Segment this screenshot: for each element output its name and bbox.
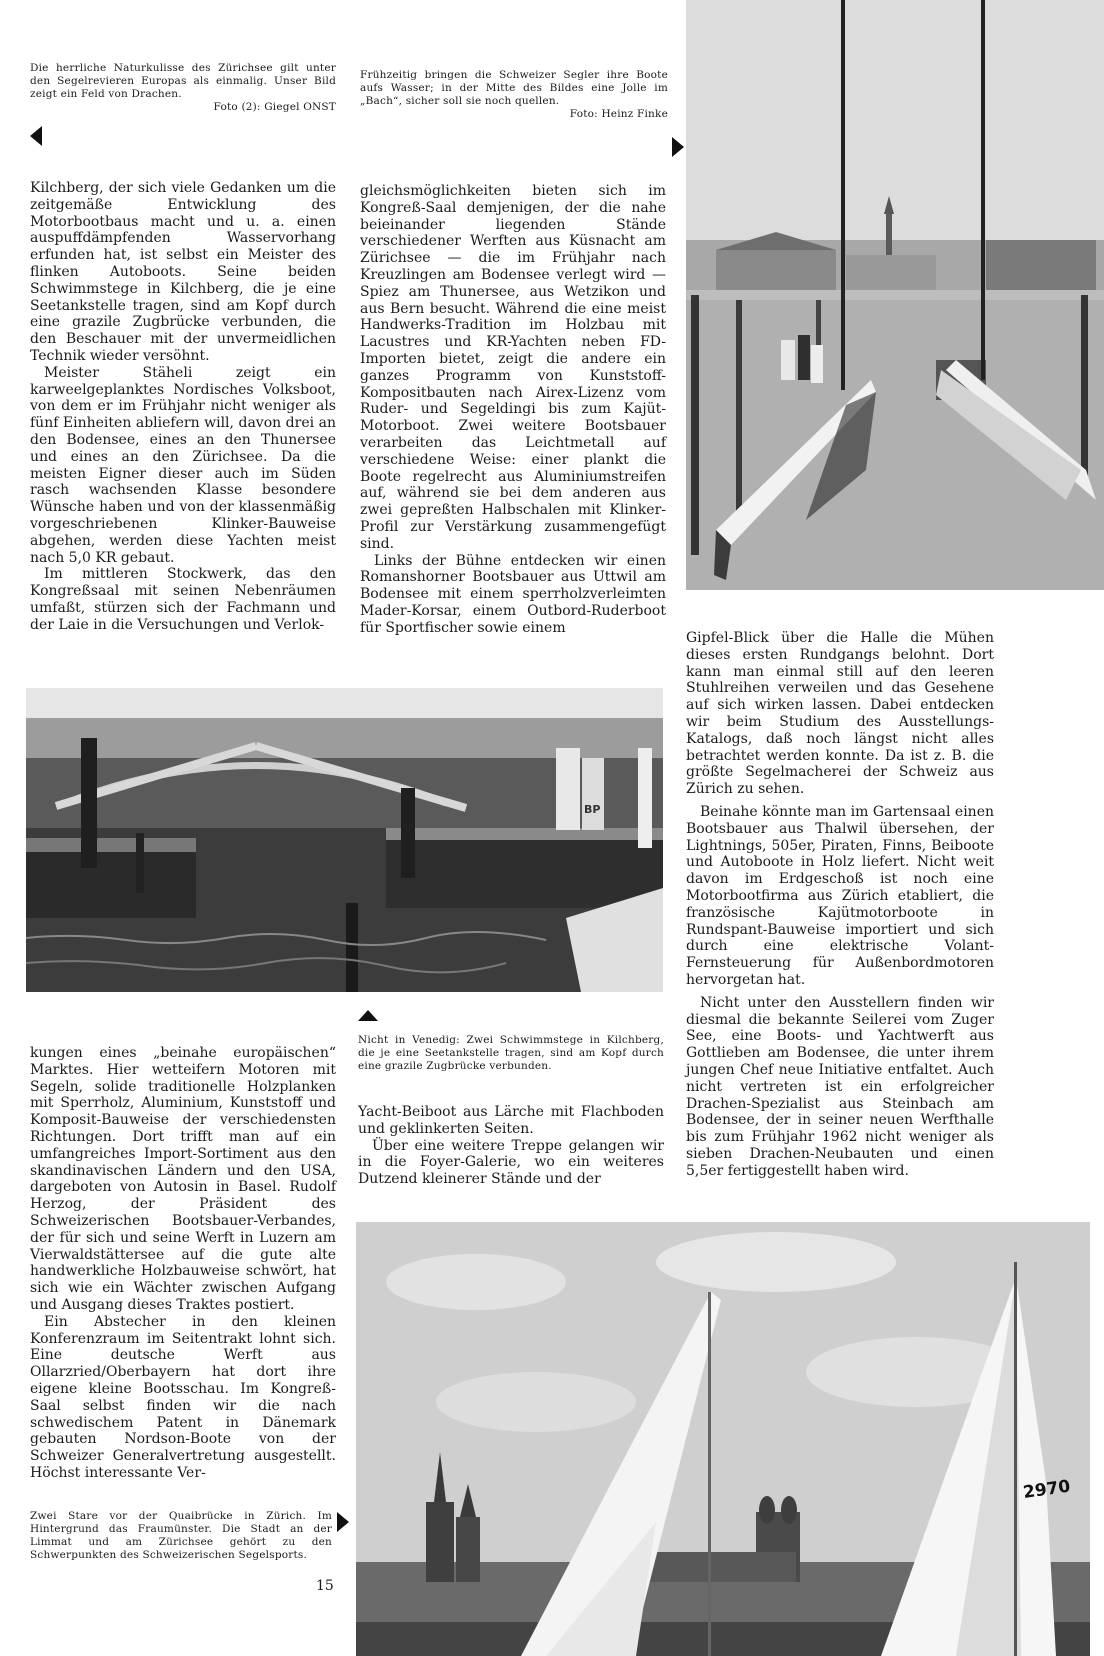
photo-zurich-sailboats — [356, 1222, 1090, 1656]
paragraph: kungen eines „beinahe europäischen“ Marktes. Hier wetteifern Motoren mit Segeln, solide traditionelle Holzplanken mit Sperrholz, Aluminium, Kunststoff und Komposit-Bauweise der verschiedensten Richtungen. Dort trifft man auf ein umfangreiches Import-Sortiment aus den skandinavischen Ländern und den USA, dargeboten von Autosin in Basel. Rudolf Herzog, der Präsident des Schweizerischen Bootsbauer-Verbandes, der für sich und seine Werft in Luzern am Vierwaldstättersee auf die gute alte handwerkliche Holzbauweise schwört, hat sich wie ein Wächter zwischen Aufgang und Ausgang dieses Traktes postiert. — [30, 1045, 336, 1313]
page-number: 15 — [316, 1578, 334, 1594]
text-column-3 — [686, 630, 994, 1180]
paragraph: gleichsmöglichkeiten bieten sich im Kongreß-Saal demjenigen, der die nahe beieinander liegenden Stände verschiedener Werften aus Küsnacht am Zürichsee — die im Frühjahr nach Kreuzlingen am Bodensee verlegt wird — Spiez am Thunersee, aus Wetzikon und aus Bern besucht. Während die eine meist Handwerks-Tradition im Holzbau mit Lacustres und KR-Yachten neben FD-Importen bietet, zeigt die andere ein ganzes Programm von Kunststoff-Kompositbauten nach Airex-Lizenz vom Ruder- und Segeldingi bis zum Kajüt-Motorboot. Zwei weitere Bootsbauer verarbeiten das Leichtmetall auf verschiedene Weise: einer plankt die Boote regelrecht aus Aluminiumstreifen auf, während sie bei dem anderen aus zwei gepreßten Halbschalen mit Klinker-Profil zur Verstärkung zusammengefügt sind. — [360, 183, 666, 552]
paragraph: Yacht-Beiboot aus Lärche mit Flachboden und geklinkerten Seiten. — [358, 1104, 664, 1137]
caption-bridge — [358, 1034, 664, 1073]
arrow-right-icon — [337, 1512, 349, 1532]
photo-harbour-sailboats — [686, 0, 1104, 590]
caption-text: Frühzeitig bringen die Schweizer Segler ihre Boote aufs Wasser; in der Mitte des Bildes eine Jolle im „Bach“, sicher soll sie noch quellen. — [360, 69, 668, 107]
photo-credit: Foto: Heinz Finke — [569, 108, 668, 120]
photo-bridge-docks — [26, 688, 663, 992]
paragraph: Gipfel-Blick über die Halle die Mühen dieses ersten Rundgangs belohnt. Dort kann man einmal still auf den leeren Stuhlreihen verweilen und das Gesehene auf sich wirken lassen. Dabei entdecken wir beim Studium des Ausstellungs-Katalogs, daß noch längst nicht alles betrachtet werden konnte. Da ist z. B. die größte Segelmacherei der Schweiz aus Zürich zu sehen. — [686, 630, 994, 798]
paragraph: Im mittleren Stockwerk, das den Kongreßsaal mit seinen Nebenräumen umfaßt, stürzen sich der Fachmann und der Laie in die Versuchungen und Verlok- — [30, 566, 336, 633]
paragraph: Über eine weitere Treppe gelangen wir in die Foyer-Galerie, wo ein weiteres Dutzend kleinerer Stände und der — [358, 1137, 664, 1188]
caption-text: Die herrliche Naturkulisse des Zürichsee gilt unter den Segelrevieren Europas als einmalig. Unser Bild zeigt ein Feld von Drachen. — [30, 62, 336, 100]
photo-credit: Foto (2): Giegel ONST — [213, 101, 336, 113]
arrow-left-icon — [30, 126, 42, 146]
paragraph: Beinahe könnte man im Gartensaal einen Bootsbauer aus Thalwil übersehen, der Lightnings, 505er, Piraten, Finns, Beiboote und Autoboote in Holz liefert. Nicht weit davon im Erdgeschoß ist noch eine Motorbootfirma aus Zürich etabliert, die französische Kajütmotorboote in Rundspant-Bauweise importiert und sich durch eine elektrische Volant-Fernsteuerung für Außenbordmotoren hervorgetan hat. — [686, 803, 994, 988]
paragraph: Links der Bühne entdecken wir einen Romanshorner Bootsbauer aus Uttwil am Bodensee mit einem sperrholzverleimten Mader-Korsar, einem Outbord-Ruderboot für Sportfischer sowie einem — [360, 552, 666, 636]
sail-number: 2970 — [1021, 1476, 1072, 1503]
paragraph: Ein Abstecher in den kleinen Konferenzraum im Seitentrakt lohnt sich. Eine deutsche Werft aus Ollarzried/Oberbayern hat dort ihre eigene kleine Bootsschau. Im Kongreß-Saal selbst finden wir die nach schwedischem Patent in Dänemark gebauten Nordson-Boote von der Schweizer Generalvertretung ausgestellt. Höchst interessante Ver- — [30, 1313, 336, 1481]
text-column-1-top — [30, 180, 336, 634]
paragraph: Kilchberg, der sich viele Gedanken um die zeitgemäße Entwicklung des Motorbootbaus macht und u. a. einen auspuffdämpfenden Wasservorhang erfunden hat, ist selbst ein Meister des flinken Autoboots. Seine beiden Schwimmstege in Kilchberg, die je eine Seetankstelle tragen, sind am Kopf durch eine grazile Zugbrücke verbunden, die den Beschauer mit der unvermeidlichen Technik wieder versöhnt. — [30, 180, 336, 364]
pump-label: BP — [584, 803, 601, 816]
text-column-2-top — [360, 183, 666, 637]
text-column-1-bottom — [30, 1045, 336, 1482]
caption-top-left — [30, 62, 336, 114]
arrow-right-icon — [672, 137, 684, 157]
caption-text: Nicht in Venedig: Zwei Schwimmstege in Kilchberg, die je eine Seetankstelle tragen, sind am Kopf durch eine grazile Zugbrücke verbunden. — [358, 1034, 664, 1072]
caption-top-middle — [360, 69, 668, 121]
text-column-2-bottom — [358, 1104, 664, 1188]
arrow-up-icon — [358, 1010, 378, 1021]
paragraph: Nicht unter den Ausstellern finden wir diesmal die bekannte Seilerei vom Zuger See, eine Boots- und Yachtwerft aus Gottlieben am Bodensee, die unter ihrem jungen Chef neue Initiative entfaltet. Auch nicht vertreten ist ein erfolgreicher Drachen-Spezialist aus Steinbach am Bodensee, der in seiner neuen Werfthalle bis zum Frühjahr 1962 nicht weniger als sieben Drachen-Neubauten und einen 5,5er fertiggestellt haben wird. — [686, 994, 994, 1179]
caption-text: Zwei Stare vor der Quaibrücke in Zürich. Im Hintergrund das Fraumünster. Die Stadt an der Limmat und am Zürichsee gehört zu den Schwerpunkten des Schweizerischen Segelsports. — [30, 1510, 332, 1561]
caption-bottom-left — [30, 1510, 332, 1562]
paragraph: Meister Stäheli zeigt ein karweelgeplanktes Nordisches Volksboot, von dem er im Frühjahr nicht weniger als fünf Einheiten abliefern will, davon drei an den Bodensee, eines an den Thunersee und eines an den Zürichsee. Da die meisten Eigner dieser auch im Süden rasch wachsenden Klasse besondere Wünsche haben und von der klassenmäßig vorgeschriebenen Klinker-Bauweise abgehen, werden diese Yachten meist nach 5,0 KR gebaut. — [30, 364, 336, 566]
